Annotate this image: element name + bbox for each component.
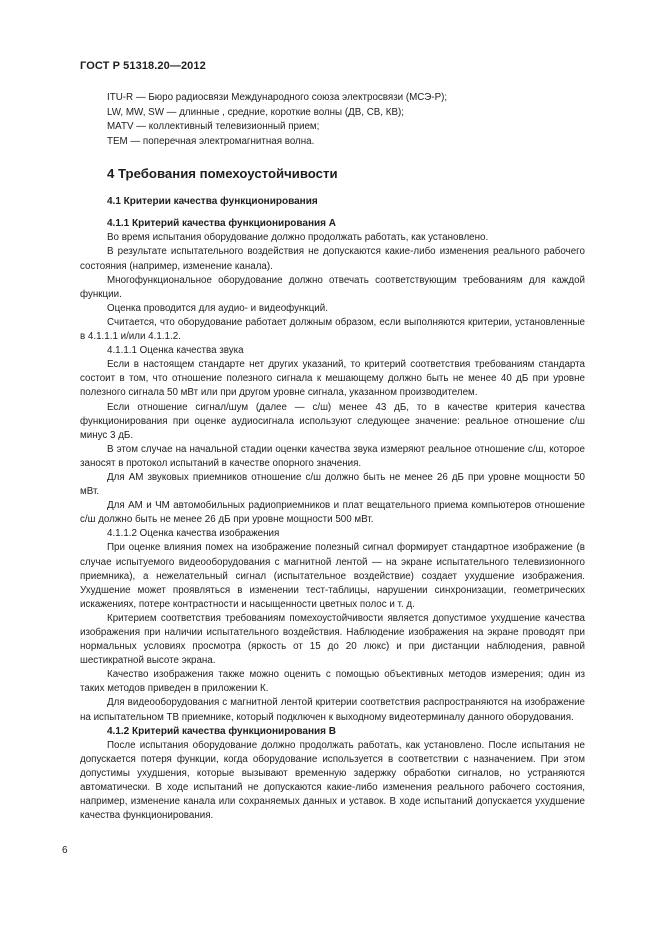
abbreviation-item: ITU-R — Бюро радиосвязи Международного союза электросвязи (МСЭ-Р); (107, 92, 448, 103)
paragraph: Если в настоящем стандарте нет других указаний, то критерий соответствия требованиям стандарта состоит в том, что отношение полезного сигнала к мешающему должно быть не менее 40 дБ при уровне полезного сигнала 50 мВт или при другом уровне сигнала, указанном производителем. (80, 359, 585, 399)
section-4-1-1-heading: 4.1.1 Критерий качества функционирования А (107, 218, 337, 230)
paragraph: В этом случае на начальной стадии оценки качества звука измеряют реальное отношение с/ш, которое заносят в протокол испытаний в качестве опорного значения. (80, 443, 585, 469)
paragraph: Многофункциональное оборудование должно отвечать соответствующим требованиям для каждой функции. (80, 274, 585, 300)
paragraph: Если отношение сигнал/шум (далее — с/ш) менее 43 дБ, то в качестве критерия качества функционирования при оценке аудиосигнала используют следующее значение: реальное отношение с/ш минус 3 дБ. (80, 401, 585, 441)
paragraph: Для АМ звуковых приемников отношение с/ш должно быть не менее 26 дБ при уровне мощности 50 мВт. (80, 471, 585, 498)
paragraph: Критерием соответствия требованиям помехоустойчивости является допустимое ухудшение качества изображения при наличии испытательного воздействия. Наблюдение изображения на экране проводят при нормальных условиях просмотра (яркость от 15 до 20 люкс) и при дистанции наблюдения, равной шестикратной высоте экрана. (80, 612, 585, 667)
abbreviation-item: LW, MW, SW — длинные , средние, короткие волны (ДВ, СВ, КВ); (107, 106, 404, 118)
paragraph: Для АМ и ЧМ автомобильных радиоприемников и плат вещательного приема компьютеров отношение с/ш должно быть не менее 26 дБ при уровне мощности 500 мВт. (80, 500, 585, 526)
paragraph: Для видеооборудования с магнитной лентой критерии соответствия распространяются на изображение на испытательном ТВ приемнике, который подключен к выходному видеотерминалу данного оборудования. (80, 697, 585, 723)
section-4-1-1-1-heading: 4.1.1.1 Оценка качества звука (107, 345, 244, 357)
section-4-1-1-2-heading: 4.1.1.2 Оценка качества изображения (107, 528, 280, 540)
abbreviation-item: MATV — коллективный телевизионный прием; (107, 121, 320, 133)
paragraph: При оценке влияния помех на изображение полезный сигнал формирует стандартное изображение (в случае испытуемого видеооборудования с магнитной лентой — на экране испытательного телевизионного приемника), а нежелательный сигнал (испытательное воздействие) создает ухудшение изображения. Ухудшение может проявляться в изменении тест-таблицы, нарушении синхронизации, геометрических искажениях, потере контрастности и насыщенности цветных полос и т. д. (80, 542, 585, 610)
section-4-1-2-heading: 4.1.2 Критерий качества функционирования В (107, 725, 337, 737)
paragraph: Считается, что оборудование работает должным образом, если выполняются критерии, установленные в 4.1.1.1 и/или 4.1.1.2. (80, 316, 585, 343)
paragraph: Качество изображения также можно оценить с помощью объективных методов измерения; один из таких методов приведен в приложении К. (80, 669, 585, 695)
document-header: ГОСТ Р 51318.20—2012 (80, 60, 206, 72)
page-number: 6 (62, 845, 68, 856)
paragraph: В результате испытательного воздействия не допускаются какие-либо изменения реального рабочего состояния (например, изменение канала). (80, 246, 585, 272)
paragraph: После испытания оборудование должно продолжать работать, как установлено. После испытания не допускается потеря функции, когда оборудование используется в соответствии с назначением. При этом допустимы ухудшения, которые вызывают временную задержку обработки сигналов, но устраняются автоматически. В ходе испытаний не допускаются какие-либо изменения реального рабочего состояния, например, изменение канала или сохраняемых данных и уставок. В ходе испытаний допускается ухудшение качества функционирования. (80, 739, 585, 822)
paragraph: Оценка проводится для аудио- и видеофункций. (107, 302, 328, 314)
section-4-1-heading: 4.1 Критерии качества функционирования (107, 196, 318, 208)
section-4-heading: 4 Требования помехоустойчивости (107, 166, 338, 182)
paragraph: Во время испытания оборудование должно продолжать работать, как установлено. (107, 232, 489, 244)
page-content (80, 91, 585, 823)
abbreviation-item: TEM — поперечная электромагнитная волна. (107, 135, 315, 147)
